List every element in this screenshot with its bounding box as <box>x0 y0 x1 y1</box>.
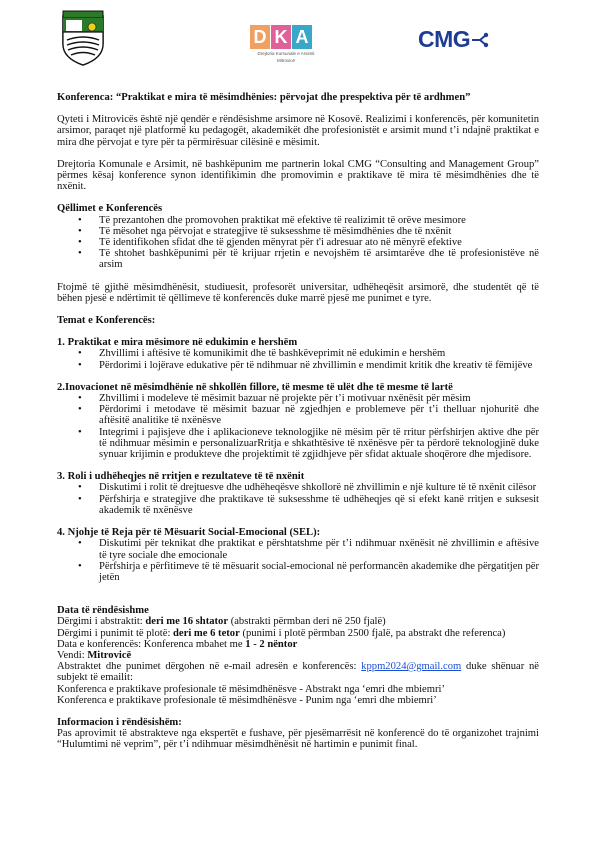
dka-place: Mitrovicë <box>276 58 295 63</box>
dka-letter-k: K <box>271 25 291 49</box>
dka-subtitle: Drejtoria Komunale e Arsimit <box>257 51 315 56</box>
dka-letter-a: A <box>292 25 312 49</box>
topic-heading-3: 3. Roli i udhëheqjes në rritjen e rezultateve të të nxënit <box>57 471 305 483</box>
venue-value: Mitrovicë <box>87 649 132 661</box>
list-item: • Të prezantohen dhe promovohen praktikat më efektive të realizimit të orëve mesimore <box>99 215 539 226</box>
list-item: • Përfshirja e strategjive dhe praktikave të suksesshme të udhëheqjes që si efekt kanë rritjen e suksesit akademik të nxënësve <box>99 494 539 516</box>
info-heading: Informacion i rëndësishëm: <box>57 716 182 728</box>
conference-date-value: 1 - 2 nëntor <box>245 638 298 650</box>
cmg-logo <box>418 26 490 53</box>
submission-label: Abstraktet dhe punimet dërgohen në e-mail adresën e konferencës: <box>57 661 362 673</box>
topic-heading-2: 2.Inovacionet në mësimdhënie në shkollën fillore, të mesme të ulët dhe të mesme të lartë <box>57 381 453 393</box>
abstract-note: (abstrakti përmban deri në 250 fjalë) <box>228 616 386 628</box>
submission-instructions <box>57 661 539 683</box>
subject-line-abstract: Konferenca e praktikave profesionale të mësimdhënësve - Abstrakt nga ‘emri dhe mbiemri’ <box>57 683 445 695</box>
dka-letter-d: D <box>250 25 270 49</box>
goals-heading: Qëllimet e Konferencës <box>57 203 163 215</box>
abstract-deadline <box>57 616 539 627</box>
subject-line-paper: Konferenca e praktikave profesionale të mësimdhënësve - Punim nga ‘emri dhe mbiemri’ <box>57 694 437 706</box>
list-item: • Të identifikohen sfidat dhe të gjenden mënyrat për t'i adresuar ato në mënyrë efektive <box>99 237 539 248</box>
topic-2-list <box>57 393 539 460</box>
topic-heading-1: 1. Praktikat e mira mësimore në edukimin e hershëm <box>57 337 298 349</box>
venue <box>57 650 539 661</box>
cmg-network-icon <box>470 32 490 48</box>
topic-3-list <box>57 482 539 516</box>
topics-heading: Temat e Konferencës: <box>57 315 156 327</box>
mitrovica-crest-logo <box>62 10 104 66</box>
list-item: • Të mësohet nga përvojat e strategjive të suksesshme të mësimdhënies dhe të nxënit <box>99 226 539 237</box>
topic-1-list <box>57 348 539 370</box>
topic-4-list <box>57 538 539 583</box>
conference-date <box>57 639 539 650</box>
list-item: • Zhvillimi i modeleve të mësimit bazuar në projekte për t’i motivuar nxënësit për mësim <box>99 393 539 404</box>
submission-note: duke shënuar në subjekt të emailit: <box>57 661 539 684</box>
header-logos <box>0 0 595 80</box>
paper-date: deri me 6 tetor <box>173 627 240 639</box>
list-item: • Të shtohet bashkëpunimi për të krijuar rrjetin e nevojshëm të arsimtarëve dhe të profesionistëve në arsim <box>99 248 539 270</box>
email-link[interactable]: kppm2024@gmail.com <box>361 661 462 673</box>
list-item: • Integrimi i pajisjeve dhe i aplikacioneve teknologjike në mësim për të rritur përfshirjen aktive dhe për të ndihmuar mësimin e personalizuarRritja e shkathtësive të nxënësve për ta përdorë teknologjinë duke synuar krijimin e produkteve dhe projektimit të zgjidhjeve për sfidat aktuale shoqërore dhe mjedisore. <box>99 427 539 461</box>
list-item: • Përfshirja e përfitimeve të të mësuarit social-emocional në performancën akademike dhe përgatitjen për jetën <box>99 561 539 583</box>
intro-paragraph-2: Drejtoria Komunale e Arsimit, në bashkëpunim me partnerin lokal CMG “Consulting and Management Group” përmes kësaj konference synon identifikimin dhe promovimin e praktikave të mira të mësimdhënies dhe të nxënit. <box>57 158 539 193</box>
info-paragraph: Pas aprovimit të abstrakteve nga ekspertët e fushave, për pjesëmarrësit në konferencë do të organizohet trajnimi “Hulumtimi në veprim”, për t’i ndihmuar mësimdhënësit në hartimin e punimit final. <box>57 728 539 751</box>
invitation-paragraph: Ftojmë të gjithë mësimdhënësit, studiuesit, profesorët universitar, udhëheqësit arsimorë, dhe studentët që të bëhen pjesë e ndërtimit të qëllimeve të konferencës duke marrë pjesë me punimet e tyre. <box>57 281 539 304</box>
venue-label: Vendi: <box>57 649 88 661</box>
paper-note: (punimi i plotë përmban 2500 fjalë, pa abstrakt dhe referenca) <box>239 627 506 639</box>
list-item: • Zhvillimi i aftësive të komunikimit dhe të bashkëveprimit në edukimin e hershëm <box>99 348 539 359</box>
paper-deadline <box>57 628 539 639</box>
dates-heading: Data të rëndësishme <box>57 605 149 617</box>
list-item: • Diskutimi i rolit të drejtuesve dhe udhëheqësve shkollorë në zhvillimin e një kulture të të nxënit cilësor <box>99 482 539 493</box>
conference-date-label: Data e konferencës: Konferenca mbahet me <box>57 638 246 650</box>
list-item: • Diskutimi për teknikat dhe praktikat e përshtatshme për t’i ndihmuar nxënësit në zhvillimin e aftësive të tyre sociale dhe emocionale <box>99 538 539 560</box>
list-item: • Përdorimi i lojërave edukative për të ndihmuar në zhvillimin e mendimit kritik dhe kreativ të fëmijëve <box>99 360 539 371</box>
important-dates <box>57 605 539 706</box>
list-item: • Përdorimi i metodave të mësimit bazuar në zgjedhjen e problemeve për t’i thelluar njohuritë dhe aftësitë analitike të nxënësve <box>99 404 539 426</box>
topic-heading-4: 4. Njohje të Reja për të Mësuarit Social-Emocional (SEL): <box>57 527 321 539</box>
document-body <box>57 92 539 762</box>
intro-paragraph-1: Qyteti i Mitrovicës është një qendër e rëndësishme arsimore në Kosovë. Realizimi i konferencës, për komunitetin arsimor, paraqet një platformë ku pedagogët, akademikët dhe profesionistët e arsimit mund t’i ndajnë praktikat e mira dhe përvojat e tyre për ta përmirësuar cilësinë e mësimit. <box>57 114 539 148</box>
abstract-date: deri me 16 shtator <box>145 616 229 628</box>
cmg-logo-text: CMG <box>418 26 471 52</box>
dka-logo <box>248 25 324 67</box>
page-title: Konferenca: “Praktikat e mira të mësimdhënies: përvojat dhe prespektiva për të ardhmen” <box>57 92 471 103</box>
abstract-label: Dërgimi i abstraktit: <box>57 616 146 628</box>
goals-list <box>57 215 539 271</box>
paper-label: Dërgimi i punimit të plotë: <box>57 627 174 639</box>
